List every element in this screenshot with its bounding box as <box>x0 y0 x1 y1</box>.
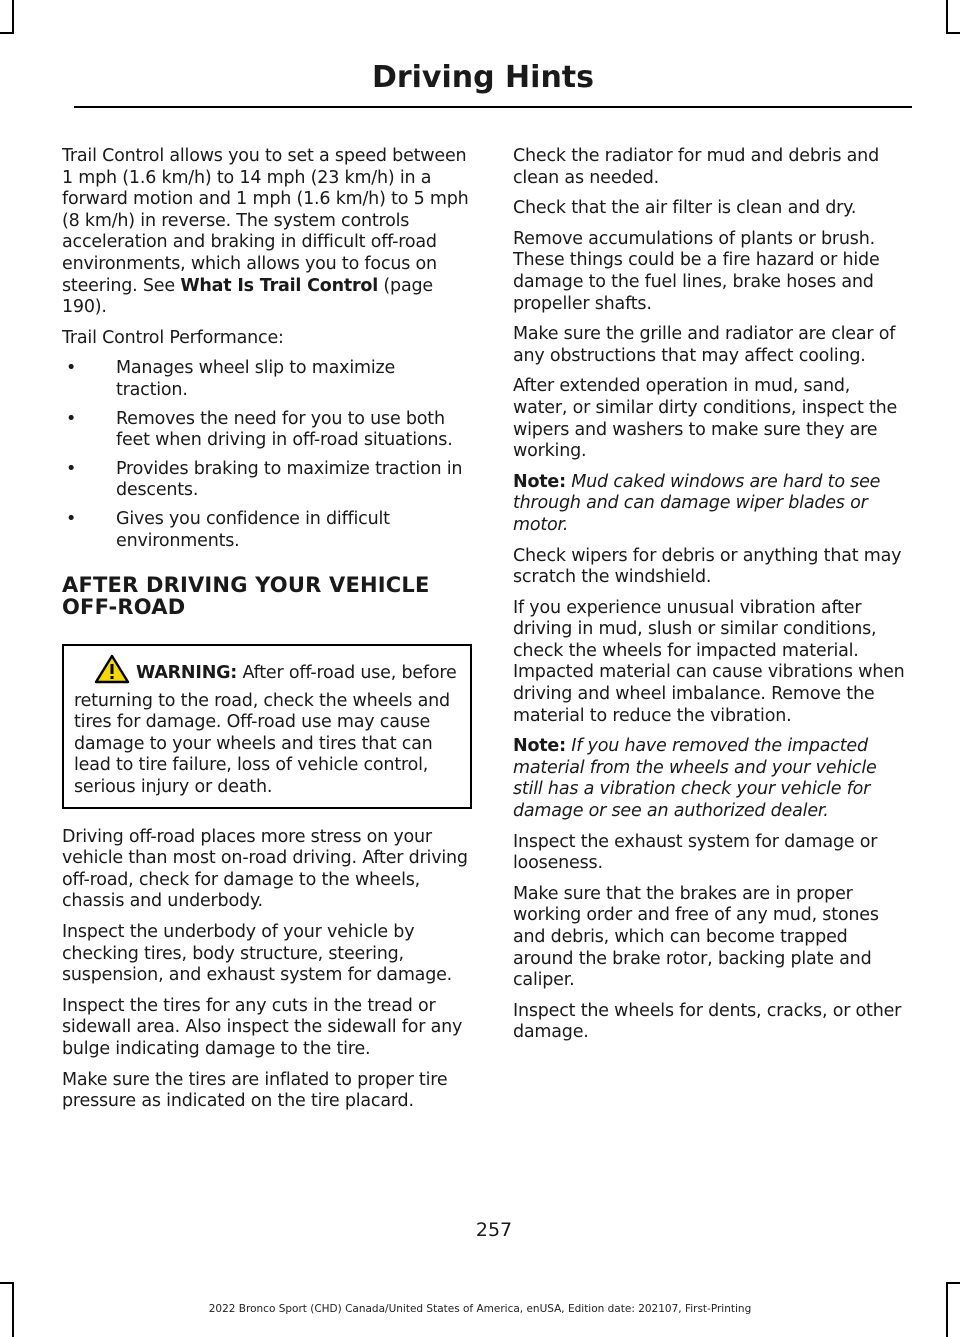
paragraph: Check that the air filter is clean and dry. <box>513 198 857 219</box>
paragraph: Make sure the grille and radiator are clear of any obstructions that may affect cooling. <box>513 324 896 366</box>
paragraph: Make sure the tires are inflated to proper tire pressure as indicated on the tire placard. <box>62 1069 448 1112</box>
edition-footer: 2022 Bronco Sport (CHD) Canada/United States of America, enUSA, Edition date: 202107, First-Printing <box>208 1303 752 1315</box>
paragraph: Inspect the wheels for dents, cracks, or other damage. <box>513 1000 902 1043</box>
left-column <box>62 146 472 1122</box>
crop-mark-top-right-h <box>946 32 960 34</box>
paragraph: After extended operation in mud, sand, water, or similar dirty conditions, inspect the wipers and washers to make sure they are working. <box>513 376 898 462</box>
performance-intro: Trail Control Performance: <box>62 327 284 348</box>
crop-mark-top-left-v <box>12 0 14 34</box>
bullet-glyph: • <box>66 358 77 379</box>
cross-reference-link[interactable]: What Is Trail Control <box>180 275 379 296</box>
paragraph: Make sure that the brakes are in proper working order and free of any mud, stones and debris, which can become trapped around the brake rotor, backing plate and caliper. <box>513 883 879 991</box>
warning-box <box>62 644 472 809</box>
list-item-text: Gives you confidence in difficult environments. <box>116 508 390 551</box>
trail-control-paragraph <box>62 146 472 319</box>
paragraph: Check wipers for debris or anything that may scratch the windshield. <box>513 545 902 588</box>
paragraph: If you experience unusual vibration after driving in mud, slush or similar conditions, check the wheels for impacted material. Impacted material can cause vibrations when driving and wheel imbalance. Remove the material to reduce the vibration. <box>513 597 905 726</box>
bullet-glyph: • <box>66 408 77 429</box>
page-header-title: Driving Hints <box>371 60 594 95</box>
list-item <box>62 509 472 552</box>
crop-mark-bottom-left-h <box>0 1282 14 1284</box>
warning-text: After off-road use, before returning to the road, check the wheels and tires for damage. Off-road use may cause damage to your wheels and tires that can lead to tire failure, loss of vehicle control, serious injury or death. <box>74 663 457 798</box>
bullet-glyph: • <box>66 508 77 529</box>
list-item-text: Provides braking to maximize traction in descents. <box>116 458 463 501</box>
bullet-glyph: • <box>66 458 77 479</box>
paragraph: Inspect the tires for any cuts in the tread or sidewall area. Also inspect the sidewall for any bulge indicating damage to the tire. <box>62 995 463 1059</box>
crop-mark-top-right-v <box>946 0 948 34</box>
right-column <box>513 146 909 1053</box>
list-item-text: Removes the need for you to use both feet when driving in off-road situations. <box>116 408 453 451</box>
list-item <box>62 459 472 502</box>
header-divider <box>74 106 912 108</box>
page-number: 257 <box>475 1219 513 1241</box>
paragraph: Remove accumulations of plants or brush. These things could be a fire hazard or hide damage to the fuel lines, brake hoses and propeller shafts. <box>513 228 880 314</box>
note-text: Mud caked windows are hard to see through and can damage wiper blades or motor. <box>513 471 881 535</box>
note-text: If you have removed the impacted material from the wheels and your vehicle still has a vibration check your vehicle for damage or see an authorized dealer. <box>513 736 877 822</box>
paragraph: Driving off-road places more stress on your vehicle than most on-road driving. After driving off-road, check for damage to the wheels, chassis and underbody. <box>62 826 468 912</box>
paragraph: Inspect the exhaust system for damage or looseness. <box>513 831 878 874</box>
section-heading: AFTER DRIVING YOUR VEHICLE OFF-ROAD <box>62 573 430 620</box>
note-label: Note: <box>513 736 566 757</box>
trail-control-text: Trail Control allows you to set a speed between 1 mph (1.6 km/h) to 14 mph (23 km/h) in a forward motion and 1 mph (1.6 km/h) to 5 mph (8 km/h) in reverse. The system controls acceleration and braking in difficult off-road environments, which allows you to focus on steering. See <box>62 146 469 296</box>
note-paragraph <box>513 472 909 537</box>
warning-triangle-icon <box>94 654 130 691</box>
note-label: Note: <box>513 471 566 492</box>
list-item <box>62 358 472 401</box>
list-item <box>62 409 472 452</box>
page-reference: (page 190). <box>62 275 433 318</box>
performance-list <box>62 358 472 552</box>
warning-label: WARNING: <box>136 663 238 684</box>
note-paragraph <box>513 736 909 822</box>
crop-mark-bottom-right-h <box>946 1282 960 1284</box>
list-item-text: Manages wheel slip to maximize traction. <box>116 358 396 400</box>
crop-mark-top-left-h <box>0 32 14 34</box>
paragraph: Inspect the underbody of your vehicle by checking tires, body structure, steering, suspension, and exhaust system for damage. <box>62 922 453 986</box>
paragraph: Check the radiator for mud and debris and clean as needed. <box>513 146 879 188</box>
